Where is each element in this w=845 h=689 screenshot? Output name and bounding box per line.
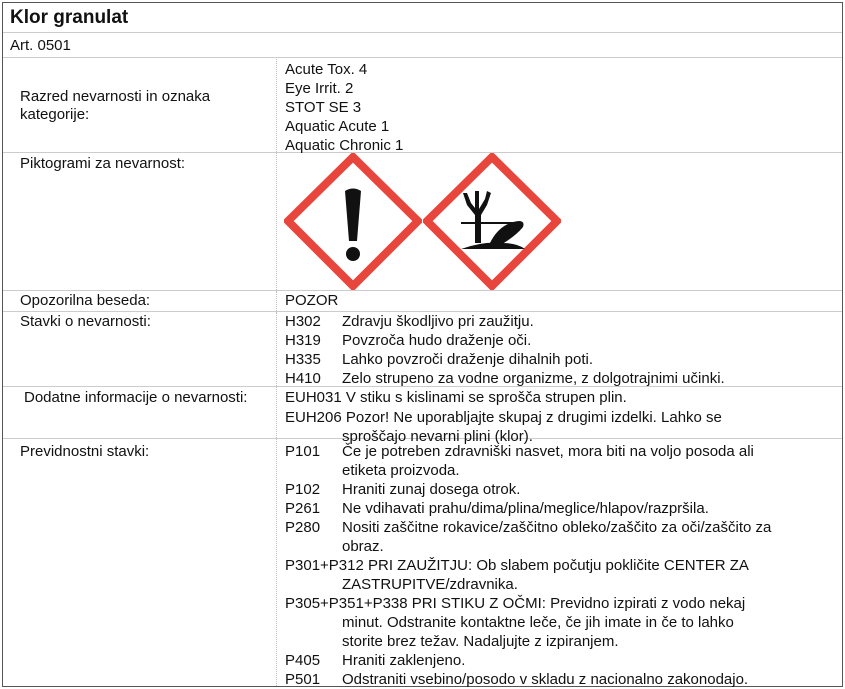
additional-info-row [3, 387, 842, 445]
additional-info-item: EUH031 V stiku s kislinami se sprošča strupen plin. [285, 389, 627, 406]
hazard-code: H335 [285, 351, 321, 368]
hazard-code: H410 [285, 370, 321, 387]
classification-item: Acute Tox. 4 [285, 61, 368, 78]
precautionary-code: P405 [285, 652, 321, 669]
precautionary-continuation: storite brez težav. Nadaljujte z izpiranjem. [342, 633, 619, 650]
signal-word-label: Opozorilna beseda: [3, 291, 277, 311]
hazard-statements-label: Stavki o nevarnosti: [3, 312, 277, 386]
precautionary-text: Nositi zaščitne rokavice/zaščitno obleko/zaščito za oči/zaščito za [342, 519, 772, 536]
hazard-code: H319 [285, 332, 321, 349]
classification-label: Razred nevarnosti in oznaka kategorije: [3, 59, 277, 152]
product-title: Klor granulat [3, 3, 842, 33]
article-number: Art. 0501 [3, 34, 842, 58]
signal-word-value: POZOR [285, 292, 339, 309]
precautionary-statements-list [285, 442, 836, 689]
precautionary-statement [285, 442, 836, 461]
hazard-statements-list [285, 312, 836, 388]
precautionary-statement [285, 518, 836, 537]
hazard-text: Lahko povzroči draženje dihalnih poti. [342, 351, 593, 368]
classification-item: Eye Irrit. 2 [285, 80, 354, 97]
additional-info-list [285, 388, 836, 446]
precautionary-statement [285, 651, 836, 670]
label-document [2, 2, 843, 687]
precautionary-continuation: etiketa proizvoda. [342, 462, 460, 479]
precautionary-code: P280 [285, 519, 321, 536]
pictograms-row [3, 153, 842, 291]
precautionary-code: P501 [285, 671, 321, 688]
classification-item: Aquatic Chronic 1 [285, 137, 404, 154]
hazard-statements-row [3, 312, 842, 387]
precautionary-continuation: ZASTRUPITVE/zdravnika. [342, 576, 518, 593]
additional-info-continuation: sproščajo nevarni plini (klor). [342, 428, 533, 445]
precautionary-text: Hraniti zunaj dosega otrok. [342, 481, 521, 498]
precautionary-statement [285, 480, 836, 499]
precautionary-statement: P301+P312 PRI ZAUŽITJU: Ob slabem počutju pokličite CENTER ZA [285, 557, 749, 574]
hazard-text: Povzroča hudo draženje oči. [342, 332, 532, 349]
precautionary-text: Odstraniti vsebino/posodo v skladu z nacionalno zakonodajo. [342, 671, 749, 688]
precautionary-continuation: minut. Odstranite kontaktne leče, če jih imate in če to lahko [342, 614, 734, 631]
exclamation-mark-pictogram-icon [284, 153, 422, 290]
precautionary-statement [285, 499, 836, 518]
precautionary-statement: P305+P351+P338 PRI STIKU Z OČMI: Previdno izpirati z vodo nekaj [285, 595, 746, 612]
additional-info-item: EUH206 Pozor! Ne uporabljajte skupaj z drugimi izdelki. Lahko se [285, 409, 722, 426]
signal-word-row [3, 291, 842, 312]
precautionary-text: Hraniti zaklenjeno. [342, 652, 466, 669]
pictograms-label: Piktogrami za nevarnost: [3, 153, 277, 290]
hazard-code: H302 [285, 313, 321, 330]
classification-values [285, 60, 836, 155]
hazard-text: Zdravju škodljivo pri zaužitju. [342, 313, 534, 330]
hazard-statement [285, 369, 836, 388]
precautionary-text: Ne vdihavati prahu/dima/plina/meglice/hlapov/razpršila. [342, 500, 709, 517]
hazard-statement [285, 312, 836, 331]
precautionary-text: Če je potreben zdravniški nasvet, mora biti na voljo posoda ali [342, 443, 754, 460]
precautionary-code: P102 [285, 481, 321, 498]
hazard-statement [285, 331, 836, 350]
hazard-statement [285, 350, 836, 369]
classification-row [3, 59, 842, 153]
precautionary-code: P101 [285, 443, 321, 460]
hazard-text: Zelo strupeno za vodne organizme, z dolgotrajnimi učinki. [342, 370, 725, 387]
classification-item: STOT SE 3 [285, 99, 362, 116]
classification-item: Aquatic Acute 1 [285, 118, 390, 135]
precautionary-statement [285, 670, 836, 689]
precautionary-statements-label: Previdnostni stavki: [3, 439, 277, 686]
precautionary-continuation: obraz. [342, 538, 384, 555]
environment-pictogram-icon [423, 153, 561, 290]
additional-info-label: Dodatne informacije o nevarnosti: [3, 387, 277, 438]
precautionary-code: P261 [285, 500, 321, 517]
precautionary-statements-row [3, 439, 842, 686]
